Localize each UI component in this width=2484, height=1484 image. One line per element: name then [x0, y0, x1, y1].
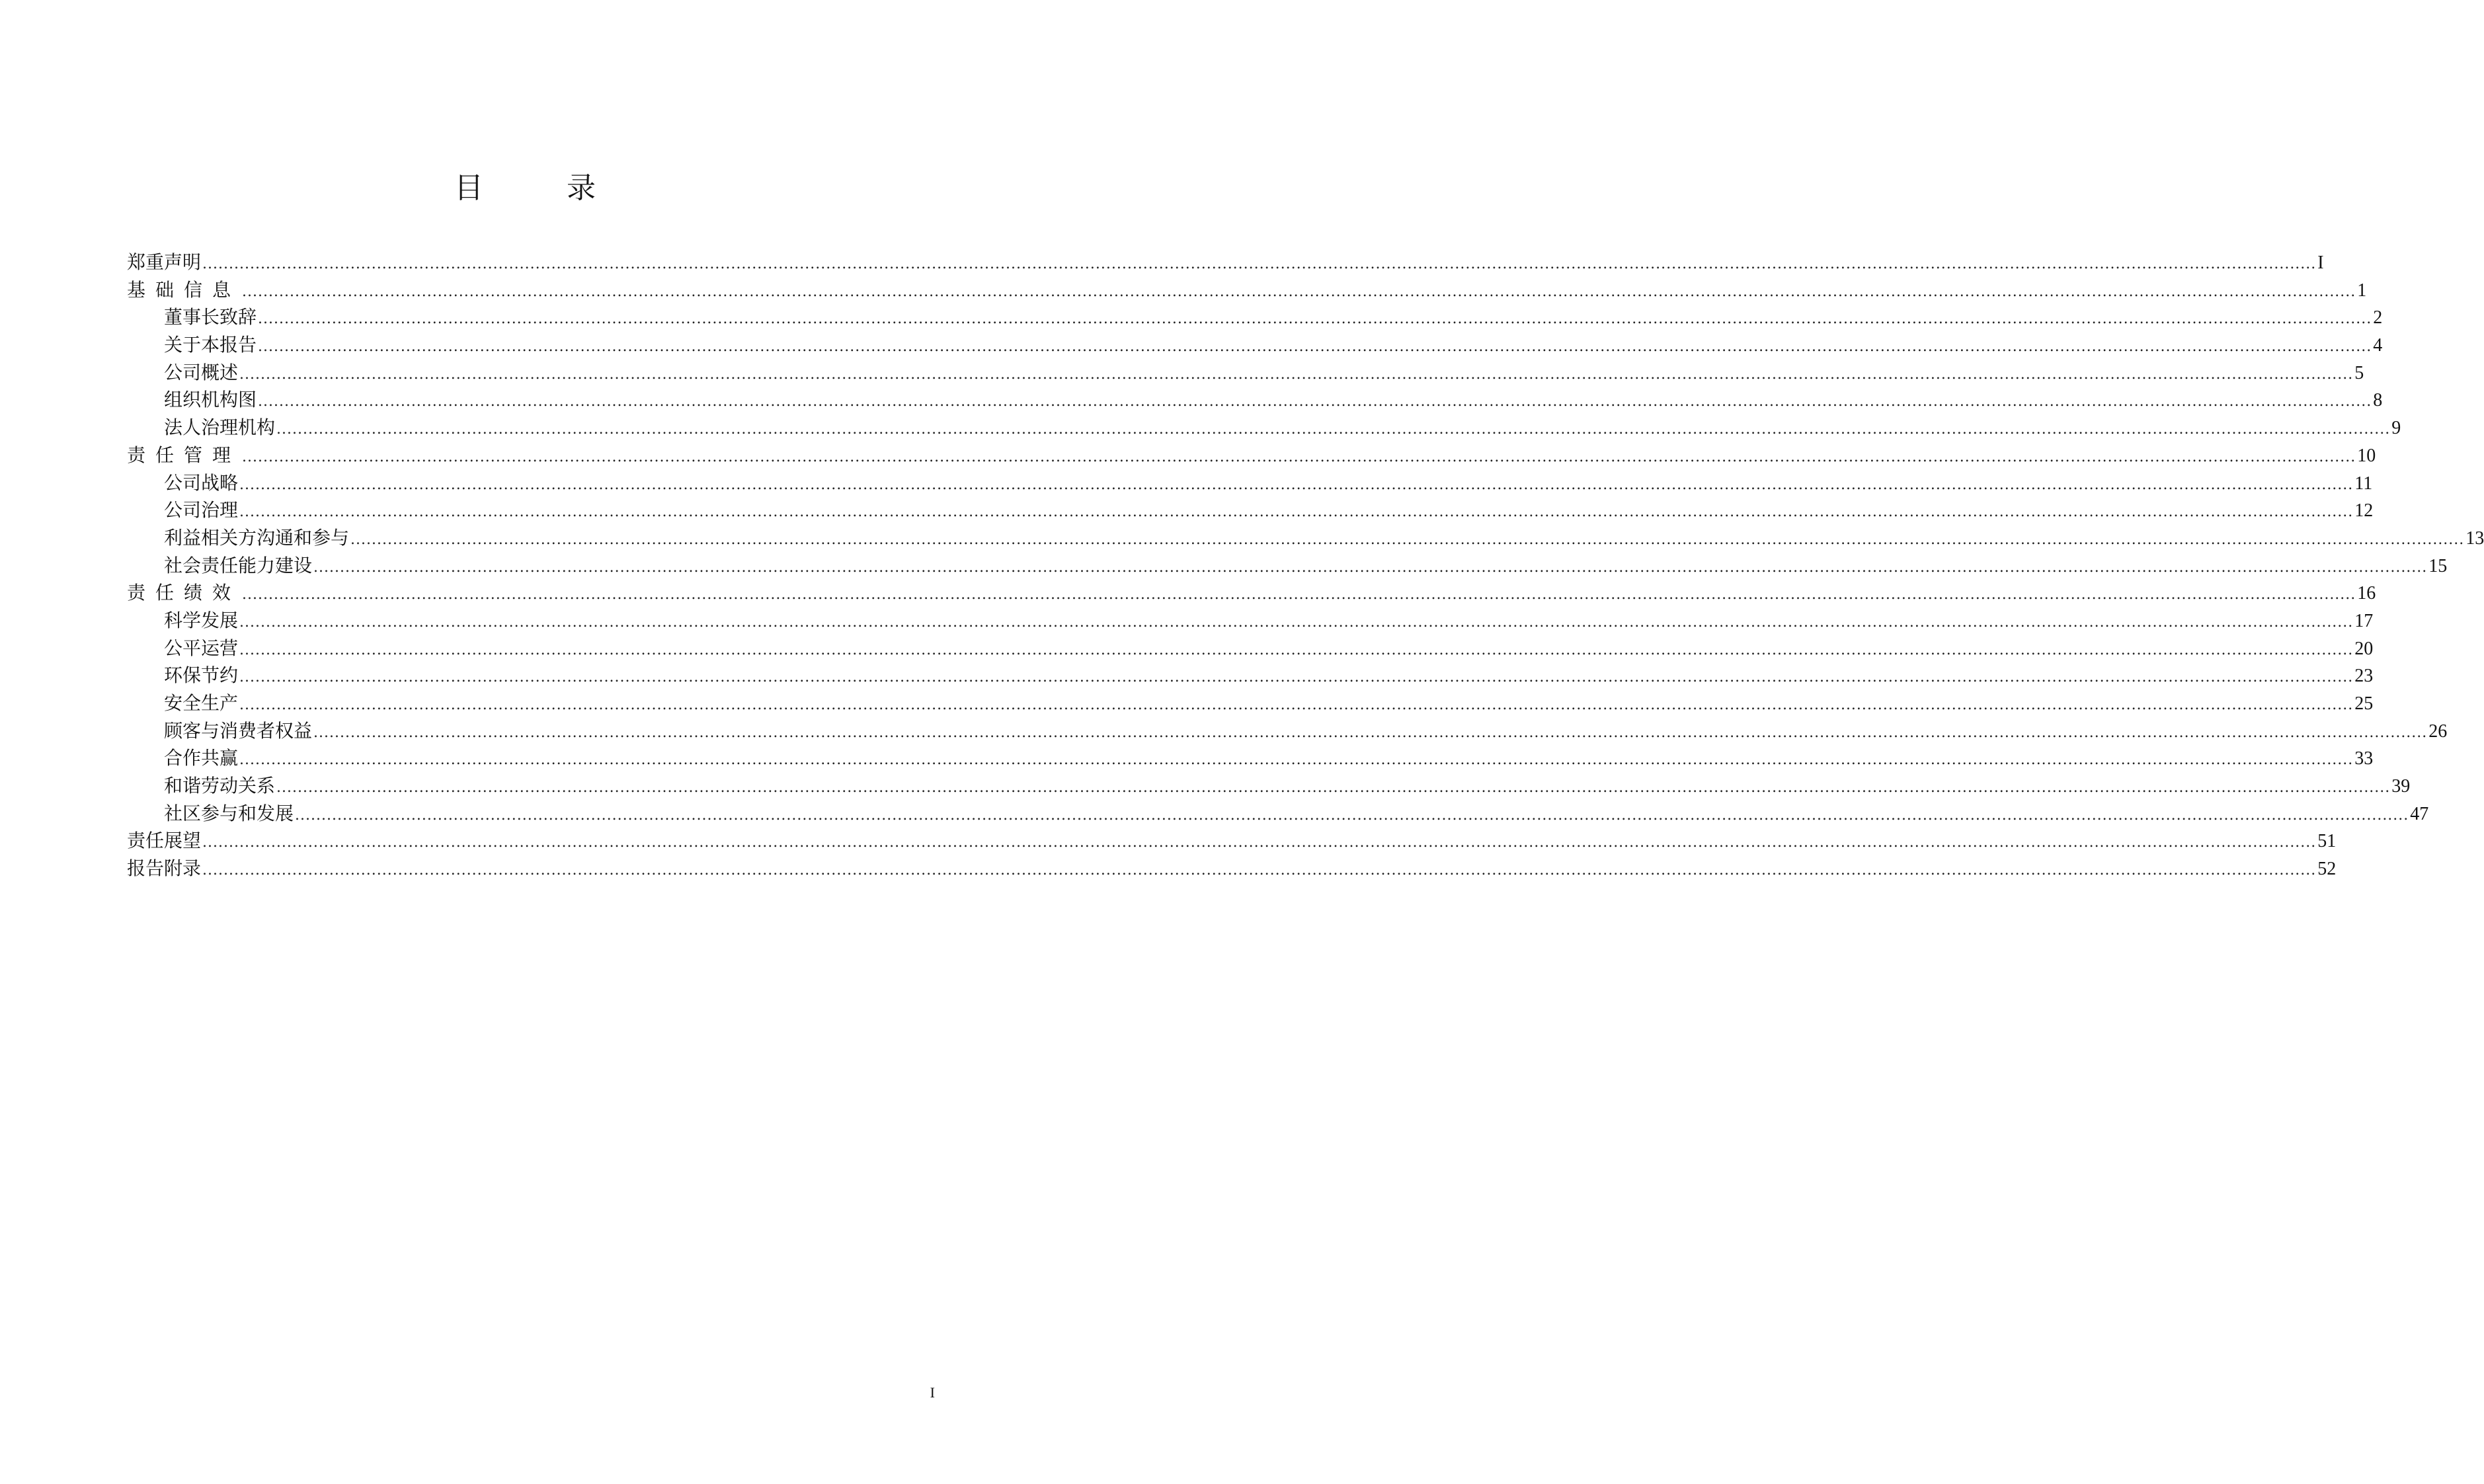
toc-entry-page: 33 [2354, 748, 2374, 769]
toc-entry-label: 董事长致辞 [164, 306, 257, 329]
toc-entry-label: 环保节约 [164, 664, 239, 687]
toc-entry[interactable] [127, 303, 2383, 331]
toc-dot-leader: ................................................................................................................................................................................................................................................................................................................................................................................................................ [242, 283, 2356, 300]
toc-entry-page: I [2317, 253, 2324, 273]
toc-entry-label: 责任管理 [127, 444, 241, 466]
toc-dot-leader: ................................................................................................................................................................................................................................................................................................................................................................................................................ [202, 862, 2317, 879]
toc-entry-page: 2 [2373, 307, 2383, 329]
toc-entry-page: 51 [2317, 831, 2337, 852]
toc-entry[interactable] [127, 607, 2374, 635]
toc-entry[interactable] [127, 496, 2374, 524]
toc-entry-label: 合作共赢 [164, 747, 239, 769]
toc-entry-page: 9 [2391, 418, 2401, 439]
toc-entry-page: 1 [2357, 280, 2367, 301]
toc-entry-page: 16 [2357, 583, 2376, 604]
toc-entry-page: 23 [2354, 666, 2374, 687]
toc-entry-label: 社区参与和发展 [164, 802, 294, 824]
toc-entry-label: 郑重声明 [127, 251, 202, 273]
toc-dot-leader: ................................................................................................................................................................................................................................................................................................................................................................................................................ [239, 366, 2354, 383]
page-title: 目录 [454, 171, 679, 205]
toc-entry[interactable] [127, 827, 2337, 855]
toc-entry-label: 关于本报告 [164, 334, 257, 356]
toc-entry[interactable] [127, 772, 2411, 800]
toc-entry-label: 利益相关方沟通和参与 [164, 526, 350, 549]
toc-entry-label: 法人治理机构 [164, 416, 276, 439]
toc-entry[interactable] [127, 331, 2383, 359]
toc-dot-leader: ................................................................................................................................................................................................................................................................................................................................................................................................................ [313, 724, 2428, 741]
toc-dot-leader: ................................................................................................................................................................................................................................................................................................................................................................................................................ [258, 338, 2372, 356]
table-of-contents [127, 249, 2484, 882]
toc-entry-label: 顾客与消费者权益 [164, 719, 313, 742]
toc-entry-label: 公司治理 [164, 499, 239, 522]
toc-entry-page: 25 [2354, 693, 2374, 714]
toc-entry[interactable] [127, 635, 2374, 662]
toc-entry[interactable] [127, 386, 2383, 414]
toc-entry-page: 15 [2428, 555, 2448, 576]
toc-dot-leader: ................................................................................................................................................................................................................................................................................................................................................................................................................ [242, 448, 2356, 465]
toc-entry[interactable] [127, 662, 2374, 689]
toc-entry[interactable] [127, 855, 2337, 882]
toc-entry-page: 52 [2317, 859, 2337, 880]
toc-entry-page: 12 [2354, 500, 2374, 522]
toc-entry-page: 26 [2428, 721, 2448, 742]
toc-entry-label: 组织机构图 [164, 389, 257, 411]
toc-dot-leader: ................................................................................................................................................................................................................................................................................................................................................................................................................ [239, 752, 2354, 769]
toc-entry-label: 公司概述 [164, 361, 239, 383]
toc-entry-page: 10 [2357, 445, 2376, 466]
toc-entry[interactable] [127, 579, 2376, 607]
toc-entry-label: 责任绩效 [127, 582, 241, 604]
toc-entry[interactable] [127, 249, 2324, 276]
toc-entry[interactable] [127, 552, 2448, 580]
toc-dot-leader: ................................................................................................................................................................................................................................................................................................................................................................................................................ [239, 613, 2354, 631]
toc-entry[interactable] [127, 800, 2429, 828]
toc-dot-leader: ................................................................................................................................................................................................................................................................................................................................................................................................................ [258, 311, 2372, 328]
toc-dot-leader: ................................................................................................................................................................................................................................................................................................................................................................................................................ [295, 806, 2409, 824]
toc-entry-page: 20 [2354, 638, 2374, 659]
toc-entry-page: 39 [2391, 776, 2411, 797]
toc-dot-leader: ................................................................................................................................................................................................................................................................................................................................................................................................................ [239, 476, 2354, 493]
toc-entry-label: 报告附录 [127, 857, 202, 880]
toc-entry-page: 4 [2373, 335, 2383, 356]
toc-dot-leader: ................................................................................................................................................................................................................................................................................................................................................................................................................ [239, 504, 2354, 521]
toc-entry-label: 社会责任能力建设 [164, 554, 313, 576]
toc-entry-label: 公平运营 [164, 637, 239, 659]
toc-entry[interactable] [127, 359, 2364, 387]
toc-dot-leader: ................................................................................................................................................................................................................................................................................................................................................................................................................ [202, 256, 2317, 272]
toc-entry[interactable] [127, 524, 2484, 552]
toc-entry-label: 责任展望 [127, 830, 202, 852]
toc-entry-page: 17 [2354, 610, 2374, 631]
toc-dot-leader: ................................................................................................................................................................................................................................................................................................................................................................................................................ [239, 669, 2354, 686]
toc-entry-page: 5 [2354, 362, 2364, 383]
toc-entry-label: 基础信息 [127, 278, 241, 301]
toc-dot-leader: ................................................................................................................................................................................................................................................................................................................................................................................................................ [276, 779, 2391, 797]
page-number: I [930, 1384, 935, 1401]
toc-dot-leader: ................................................................................................................................................................................................................................................................................................................................................................................................................ [242, 586, 2356, 604]
toc-entry[interactable] [127, 744, 2374, 772]
toc-dot-leader: ................................................................................................................................................................................................................................................................................................................................................................................................................ [239, 641, 2354, 658]
toc-dot-leader: ................................................................................................................................................................................................................................................................................................................................................................................................................ [202, 834, 2317, 851]
toc-entry-label: 安全生产 [164, 692, 239, 714]
toc-entry-page: 11 [2354, 473, 2373, 494]
toc-entry[interactable] [127, 442, 2376, 469]
toc-dot-leader: ................................................................................................................................................................................................................................................................................................................................................................................................................ [276, 421, 2391, 438]
toc-entry-label: 和谐劳动关系 [164, 775, 276, 797]
toc-entry[interactable] [127, 717, 2448, 745]
toc-dot-leader: ................................................................................................................................................................................................................................................................................................................................................................................................................ [239, 697, 2354, 713]
toc-dot-leader: ................................................................................................................................................................................................................................................................................................................................................................................................................ [350, 531, 2465, 548]
toc-entry-label: 公司战略 [164, 471, 239, 494]
toc-dot-leader: ................................................................................................................................................................................................................................................................................................................................................................................................................ [313, 559, 2428, 576]
toc-dot-leader: ................................................................................................................................................................................................................................................................................................................................................................................................................ [258, 393, 2372, 410]
toc-entry[interactable] [127, 414, 2401, 442]
toc-entry[interactable] [127, 689, 2374, 717]
toc-entry-page: 8 [2373, 390, 2383, 411]
toc-entry-label: 科学发展 [164, 609, 239, 631]
toc-entry-page: 13 [2465, 527, 2484, 549]
toc-entry[interactable] [127, 276, 2367, 304]
toc-entry[interactable] [127, 469, 2373, 497]
toc-entry-page: 47 [2410, 803, 2429, 824]
